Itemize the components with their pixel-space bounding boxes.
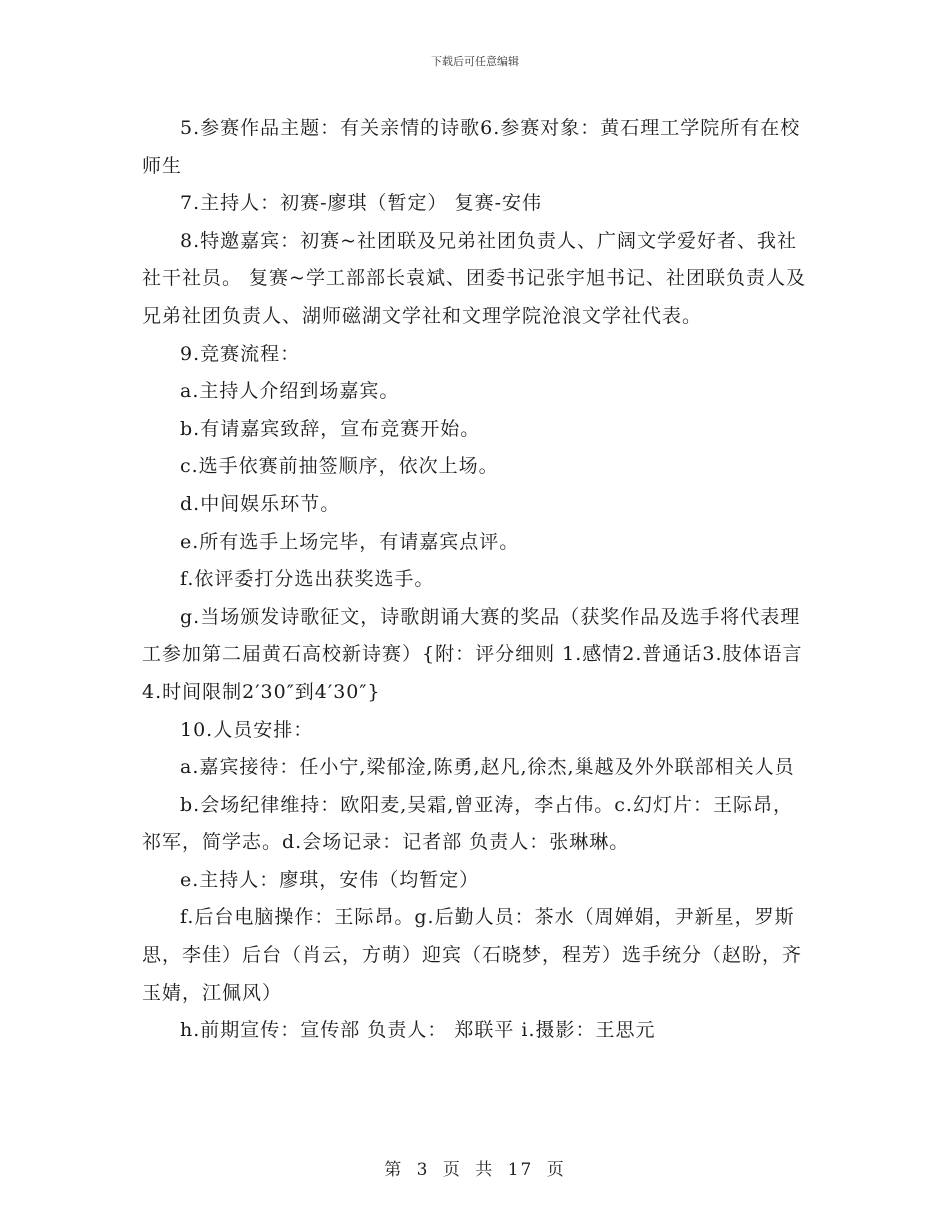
list-item: d.中间娱乐环节。 (180, 492, 341, 515)
list-item: b.有请嘉宾致辞，宣布竞赛开始。 (180, 417, 481, 440)
list-item: h.前期宣传：宣传部 负责人： 郑联平 i.摄影：王思元 (180, 1019, 656, 1042)
list-item: b.会场纪律维持：欧阳麦,吴霜,曾亚涛，李占伟。c.幻灯片：王际昂，祁军，简学志。d.会场记录：记者部 负责人：张琳琳。 (142, 793, 793, 854)
page-header: 下载后可任意编辑 (431, 55, 519, 68)
list-item: f.依评委打分选出获奖选手。 (180, 568, 435, 591)
list-item: a.嘉宾接待：任小宁,梁郁淦,陈勇,赵凡,徐杰,巢越及外外联部相关人员 (180, 756, 795, 779)
document-body (142, 110, 808, 1050)
paragraph-theme-participants: 5.参赛作品主题：有关亲情的诗歌6.参赛对象：黄石理工学院所有在校师生 (142, 117, 801, 177)
list-item: c.选手依赛前抽签顺序，依次上场。 (180, 455, 499, 478)
paragraph-staff-heading: 10.人员安排： (180, 718, 314, 741)
list-item: g.当场颁发诗歌征文，诗歌朗诵大赛的奖品（获奖作品及选手将代表理工参加第二届黄石高校新诗赛）{附：评分细则 1.感情2.普通话3.肢体语言4.时间限制2′30″到4′30″} (142, 605, 803, 703)
paragraph-special-guests: 8.特邀嘉宾：初赛~社团联及兄弟社团负责人、广阔文学爱好者、我社社干社员。 复赛~学工部部长袁斌、团委书记张宇旭书记、社团联负责人及兄弟社团负责人、湖师磁湖文学社和文理学院沧浪文学社代表。 (142, 229, 806, 327)
list-item: e.所有选手上场完毕，有请嘉宾点评。 (180, 530, 520, 553)
paragraph-process-heading: 9.竞赛流程： (180, 342, 301, 365)
page-number-footer: 第 3 页 共 17 页 (384, 1160, 566, 1180)
list-item: e.主持人：廖琪，安伟（均暂定） (180, 868, 480, 891)
paragraph-host: 7.主持人：初赛-廖琪（暂定） 复赛-安伟 (180, 192, 543, 215)
list-item: a.主持人介绍到场嘉宾。 (180, 380, 400, 403)
list-item: f.后台电脑操作：王际昂。g.后勤人员：茶水（周婵娟，尹新星，罗斯思，李佳）后台（肖云，方萌）迎宾（石晓梦，程芳）选手统分（赵盼，齐玉婧，江佩风） (142, 906, 803, 1004)
